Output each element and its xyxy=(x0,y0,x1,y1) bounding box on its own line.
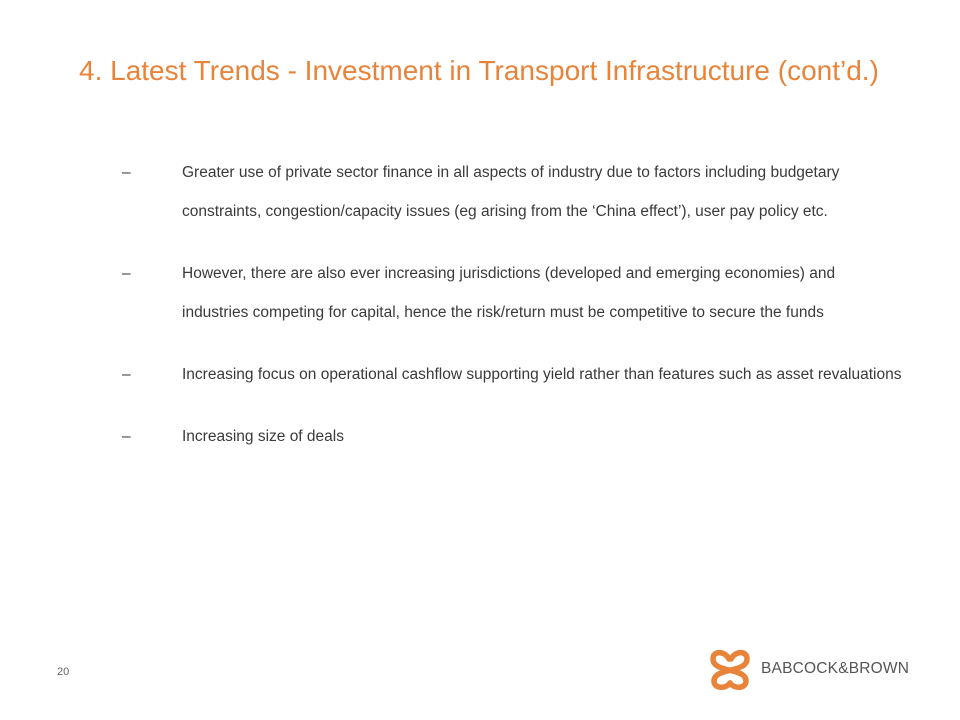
page-number: 20 xyxy=(57,666,70,678)
bullet-item xyxy=(122,355,902,394)
bullet-text: Greater use of private sector finance in all aspects of industry due to factors including budgetary constraints, congestion/capacity issues (eg arising from the ‘China effect’), user pay policy etc. xyxy=(182,164,840,220)
bullet-dash: – xyxy=(122,428,131,445)
slide-title: 4. Latest Trends - Investment in Transport Infrastructure (cont’d.) xyxy=(79,55,879,86)
bullet-dash: – xyxy=(122,265,131,282)
bullet-list xyxy=(122,153,902,456)
bullet-text: Increasing focus on operational cashflow supporting yield rather than features such as asset revaluations xyxy=(182,366,902,383)
company-logo xyxy=(708,647,909,691)
bullet-item xyxy=(122,254,902,332)
logo-wordmark: BABCOCK&BROWN xyxy=(761,660,910,677)
bullet-item xyxy=(122,153,902,231)
bullet-text: However, there are also ever increasing jurisdictions (developed and emerging economies) and industries competing for capital, hence the risk/return must be competitive to secure the funds xyxy=(182,265,836,321)
bullet-text: Increasing size of deals xyxy=(182,428,344,445)
bullet-dash: – xyxy=(122,164,131,181)
bullet-item xyxy=(122,417,902,456)
babcock-brown-emblem-icon xyxy=(708,647,752,691)
bullet-dash: – xyxy=(122,366,131,383)
